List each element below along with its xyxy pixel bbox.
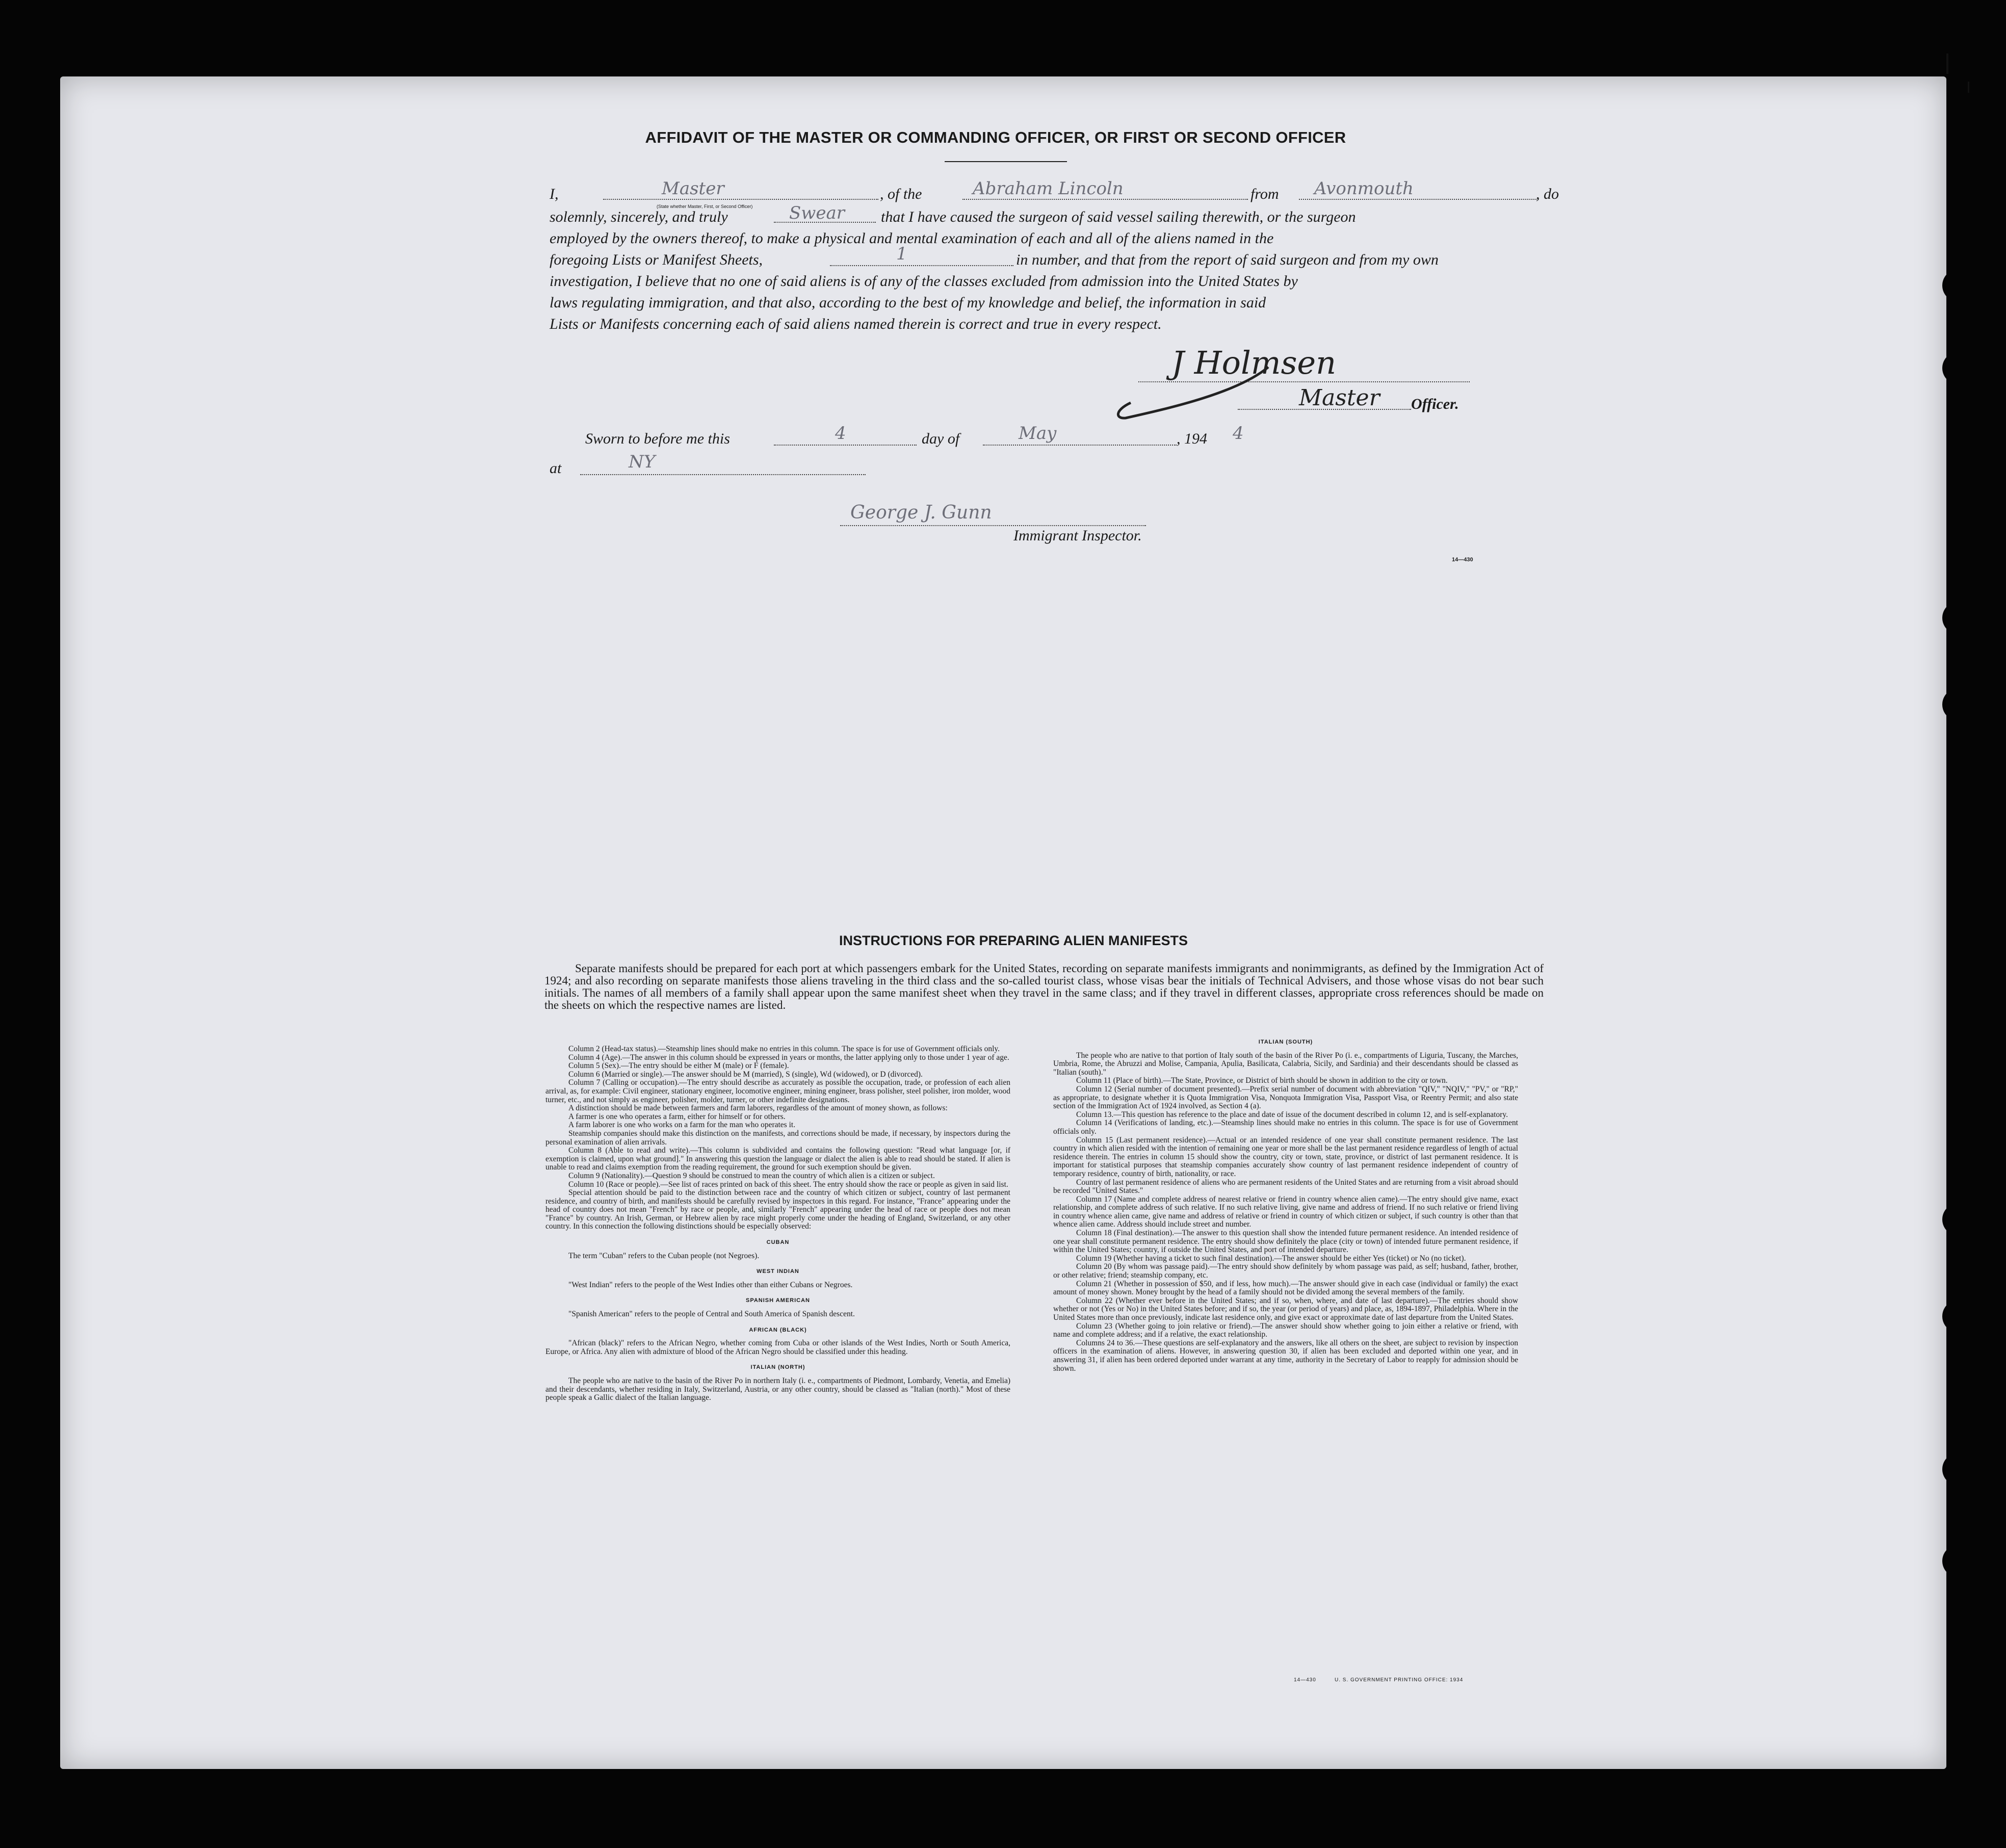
instructions-right-column xyxy=(1053,1038,1518,1373)
vessel-handwritten: Abraham Lincoln xyxy=(973,178,1124,199)
rank-line xyxy=(603,199,878,200)
cuban-heading: CUBAN xyxy=(766,1239,790,1246)
binder-hole xyxy=(1942,602,1946,634)
swear-handwritten: Swear xyxy=(789,203,845,223)
instruction-paragraph: Column 20 (By whom was passage paid).—The entry should show definitely by whom passage was paid, as self; husband, father, brother, or other relative; friend; steamship company, etc. xyxy=(1053,1262,1518,1280)
instruction-paragraph: Column 21 (Whether in possession of $50, and if less, how much).—The answer should give in each case (individual or family) the exact amount of money shown. Money brought by the head of a family should not be divided among the several members of the family. xyxy=(1053,1279,1518,1297)
place-line xyxy=(580,474,866,475)
instructions-title: INSTRUCTIONS FOR PREPARING ALIEN MANIFESTS xyxy=(839,933,1188,948)
affidavit-line3: employed by the owners thereof, to make a physical and mental examination of each and all of the aliens named in the xyxy=(550,230,1274,247)
port-handwritten: Avonmouth xyxy=(1314,178,1414,199)
rank-handwritten: Master xyxy=(662,178,724,199)
african-text: "African (black)" refers to the African Negro, whether coming from Cuba or other islands of the West Indies, North or South America, Europe, or Africa. Any alien with admixture of blood of the African Negro should be classified under this heading. xyxy=(545,1339,1010,1356)
instruction-paragraph: Column 9 (Nationality).—Question 9 should be construed to mean the country of which alien is a citizen or subject. xyxy=(568,1171,935,1180)
instruction-paragraph: Column 23 (Whether going to join relative or friend).—The answer should show whether going to join either a relative or friend, with name and complete address; and if a relative, the exact relationship. xyxy=(1053,1321,1518,1339)
instruction-paragraph: Column 7 (Calling or occupation).—The entry should describe as accurately as possible the occupation, trade, or profession of each alien arrival, as, for example: Civil engineer, stationary engineer, locomotive engineer, mining engineer, brass polisher, steel polisher, iron molder, wood turner, etc., and not simply as engineer, polisher, molder, turner, or other indefinite designations. xyxy=(545,1078,1010,1104)
form-number: 14—430 xyxy=(1452,557,1473,563)
affidavit-title: AFFIDAVIT OF THE MASTER OR COMMANDING OFFICER, OR FIRST OR SECOND OFFICER xyxy=(645,128,1346,146)
instruction-paragraph: Column 11 (Place of birth).—The State, Province, or District of birth should be shown in addition to the city or town. xyxy=(1076,1076,1448,1085)
signature-flourish xyxy=(1110,362,1279,423)
day-line xyxy=(774,445,917,446)
inspector-label: Immigrant Inspector. xyxy=(1013,527,1142,544)
officer-label: Officer. xyxy=(1411,396,1459,412)
year-prefix: , 194 xyxy=(1177,430,1207,447)
instruction-paragraph: Column 4 (Age).—The answer in this column should be expressed in years or months, the latter applying only to those under 1 year of age. xyxy=(568,1053,1009,1062)
instruction-paragraph: Columns 24 to 36.—These questions are self-explanatory and the answers, like all others on the sheet, are subject to revision by inspection officers in the examination of aliens. However, in answering question 30, if alien has been excluded and deported within one year, and in answering 31, if alien has been ordered deported under warrant at any time, authority in the Secretary of Labor to reapply for admission should be shown. xyxy=(1053,1338,1518,1373)
footer-printing-office: U. S. GOVERNMENT PRINTING OFFICE: 1934 xyxy=(1335,1677,1464,1683)
affidavit-line2b: that I have caused the surgeon of said vessel sailing therewith, or the surgeon xyxy=(881,209,1356,225)
instruction-paragraph: Column 18 (Final destination).—The answer to this question shall show the intended future permanent residence. An intended residence of one year shall constitute permanent residence. The entry should show definitely the place (city or town) of intended future permanent residence, if within the United States; country, if outside the United States, and port of intended departure. xyxy=(1053,1229,1518,1255)
cuban-text: The term "Cuban" refers to the Cuban people (not Negroes). xyxy=(568,1251,760,1260)
instruction-paragraph: Column 6 (Married or single).—The answer should be M (married), S (single), Wd (widowed), or D (divorced). xyxy=(568,1070,923,1079)
binder-hole xyxy=(1942,1545,1946,1577)
binder-hole xyxy=(1942,269,1946,302)
italian-north-text: The people who are native to the basin of the River Po in northern Italy (i. e., compartments of Piedmont, Lombardy, Venetia, and Emelia) and their descendants, whether residing in Italy, Switzerland, Austria, or any other country, should be classed as "Italian (north)." Most of these people speak a Gallic dialect of the Italian language. xyxy=(545,1376,1010,1402)
binder-hole xyxy=(1942,1300,1946,1333)
instructions-left-column xyxy=(545,1045,1010,1402)
instruction-paragraph: Country of last permanent residence of aliens who are permanent residents of the United States and are returning from a visit abroad should be recorded "United States." xyxy=(1053,1178,1518,1195)
officer-rank-handwritten: Master xyxy=(1299,385,1380,411)
place-handwritten: NY xyxy=(629,452,656,472)
affidavit-line7: Lists or Manifests concerning each of said aliens named therein is correct and true in every respect. xyxy=(550,316,1162,332)
instruction-paragraph: Special attention should be paid to the distinction between race and the country of which citizen or subject, country of last permanent residence, and country of birth, and manifests should be carefully revised by inspectors in this regard. For instance, "France" appearing under the head of country does not mean "French" by race or people, and, similarly "French" appearing under the head of race or people does not mean "France" by country. An Irish, German, or Hebrew alien by race might properly come under the heading of England, Switzerland, or any other country. In this connection the following distinctions should be especially observed: xyxy=(545,1188,1010,1231)
instruction-paragraph: Column 5 (Sex).—The entry should be either M (male) or F (female). xyxy=(568,1061,789,1071)
affidavit-line4b: in number, and that from the report of said surgeon and from my own xyxy=(1016,251,1439,268)
manifest-sheet xyxy=(60,76,1946,1769)
instruction-paragraph: Column 22 (Whether ever before in the United States; and if so, when, where, and date of last departure).—The entries should show whether or not (Yes or No) in the United States before; and if so, the year (or period of years) and place, as, 1894-1897, Philadelphia. Where in the United States more than once previously, indicate last residence only, and give exact or approximate date of last departure from the United States. xyxy=(1053,1296,1518,1322)
at-label: at xyxy=(550,460,562,477)
west-indian-heading: WEST INDIAN xyxy=(757,1268,799,1275)
affidavit-line4a: foregoing Lists or Manifest Sheets, xyxy=(550,251,763,268)
vessel-line xyxy=(962,199,1248,200)
affidavit-line5: investigation, I believe that no one of said aliens is of any of the classes excluded from admission into the United States by xyxy=(550,273,1298,290)
affidavit-i: I, xyxy=(550,186,559,202)
month-line xyxy=(983,445,1177,446)
port-line xyxy=(1299,199,1539,200)
day-handwritten: 4 xyxy=(835,423,846,444)
instruction-paragraph: A farm laborer is one who works on a farm for the man who operates it. xyxy=(568,1121,796,1130)
west-indian-text: "West Indian" refers to the people of the West Indies other than either Cubans or Negroes. xyxy=(568,1280,853,1289)
affidavit-do: , do xyxy=(1536,186,1559,202)
instruction-paragraph: Steamship companies should make this distinction on the manifests, and corrections should be made, if necessary, by inspectors during the personal examination of alien arrivals. xyxy=(545,1129,1010,1147)
binder-hole xyxy=(1942,688,1946,721)
master-signature: J Holmsen xyxy=(1171,344,1337,381)
instruction-paragraph: Column 15 (Last permanent residence).—Actual or an intended residence of one year shall constitute permanent residence. The last country in which alien resided with the intention of remaining one year or more shall be the last permanent residence regardless of length of actual residence therein. The entries in column 15 should show the country, city or town, state, province, or district of last permanent residence. It is important for statistical purposes that steamship companies accurately show country of last permanent residence independent of country of temporary residence, country of birth, nationality, or race. xyxy=(1053,1135,1518,1178)
instruction-paragraph: Column 8 (Able to read and write).—This column is subdivided and contains the following question: "Read what language [or, if exemption is claimed, upon what ground]." In answering this question the language or dialect the alien is able to read should be stated. If alien is unable to read and claims exemption from the reading requirement, the ground for such exemption should be given. xyxy=(545,1146,1010,1172)
italian-north-heading: ITALIAN (NORTH) xyxy=(750,1364,805,1371)
binder-hole xyxy=(1942,352,1946,384)
spanish-american-text: "Spanish American" refers to the people of Central and South America of Spanish descent. xyxy=(568,1310,855,1319)
count-line xyxy=(830,265,1013,266)
instruction-paragraph: Column 17 (Name and complete address of nearest relative or friend in country whence alien came).—The entry should give name, exact relationship, and complete address of such relative. If no such relative living, give name and address of friend. If no such relative or friend living in country whence alien came, give name and address of relative or friend in country of which citizen or subject, if such country is other than that whence alien came. Address should include street and number. xyxy=(1053,1194,1518,1229)
instruction-paragraph: A farmer is one who operates a farm, either for himself or for others. xyxy=(568,1112,786,1121)
inspector-signature: George J. Gunn xyxy=(850,502,992,523)
film-mark xyxy=(1968,82,1969,93)
affidavit-line6: laws regulating immigration, and that also, according to the best of my knowledge and belief, the information in said xyxy=(550,294,1266,311)
instruction-paragraph: Column 13.—This question has reference to the place and date of issue of the document described in column 12, and is self-explanatory. xyxy=(1076,1110,1508,1119)
footer-form-number: 14—430 xyxy=(1294,1677,1316,1683)
binder-hole xyxy=(1942,1203,1946,1236)
instruction-paragraph: Column 19 (Whether having a ticket to such final destination).—The answer should be either Yes (ticket) or No (no ticket). xyxy=(1076,1254,1466,1263)
film-mark xyxy=(1946,54,1948,74)
affidavit-of-the: , of the xyxy=(880,186,922,202)
instruction-paragraph: A distinction should be made between farmers and farm laborers, regardless of the amount of money shown, as follows: xyxy=(568,1104,948,1113)
instruction-paragraph: Column 12 (Serial number of document presented).—Prefix serial number of document with abbreviation "QIV," "NQIV," "PV," or "RP," as appropriate, to designate whether it is Quota Immigration Visa, Nonquota Immigration Visa, Passport Visa, or Reentry Permit; and also state section of the Immigration Act of 1924 involved, as Section 4 (a). xyxy=(1053,1084,1518,1111)
instruction-paragraph: Column 2 (Head-tax status).—Steamship lines should make no entries in this column. The space is for use of Government officials only. xyxy=(568,1045,1000,1053)
instructions-intro: Separate manifests should be prepared for each port at which passengers embark for the United States, recording on separate manifests immigrants and nonimmigrants, as defined by the Immigration Act of 1924; and also recording on separate manifests those aliens traveling in the third class and the so-called tourist class, whose visas bear the initials of Technical Advisers, and those whose visas do not bear such initials. The names of all members of a family shall appear upon the same manifest sheet when they travel in the same class; and if they travel in different classes, appropriate cross references should be made on the sheets on which the respective names are listed. xyxy=(544,962,1544,1011)
african-heading: AFRICAN (BLACK) xyxy=(749,1326,807,1333)
instruction-paragraph: Column 10 (Race or people).—See list of races printed on back of this sheet. The entry should show the race or people as given in said list. xyxy=(568,1180,1008,1189)
year-handwritten: 4 xyxy=(1233,423,1244,444)
count-handwritten: 1 xyxy=(896,244,907,264)
instruction-paragraph: Column 14 (Verifications of landing, etc.).—Steamship lines should make no entries in this column. The space is for use of Government officials only. xyxy=(1053,1118,1518,1136)
binder-hole xyxy=(1942,1453,1946,1486)
month-handwritten: May xyxy=(1019,423,1057,444)
sworn-label: Sworn to before me this xyxy=(585,430,730,447)
left-paragraphs xyxy=(545,1045,1010,1231)
right-paragraphs xyxy=(1053,1052,1518,1373)
affidavit-line2a: solemnly, sincerely, and truly xyxy=(550,209,728,225)
instruction-paragraph: The people who are native to that portion of Italy south of the basin of the River Po (i. e., compartments of Liguria, Tuscany, the Marches, Umbria, Rome, the Abruzzi and Molise, Campania, Apulia, Basilicata, Calabria, Sicily, and Sardinia) and their descendants should be classed as "Italian (south)." xyxy=(1053,1051,1518,1077)
rank-hint: (State whether Master, First, or Second Officer) xyxy=(657,204,753,209)
title-divider xyxy=(945,161,1067,162)
italian-south-heading: ITALIAN (SOUTH) xyxy=(1258,1039,1313,1045)
spanish-american-heading: SPANISH AMERICAN xyxy=(745,1297,810,1304)
affidavit-from: from xyxy=(1251,186,1279,202)
day-of-label: day of xyxy=(922,430,960,447)
